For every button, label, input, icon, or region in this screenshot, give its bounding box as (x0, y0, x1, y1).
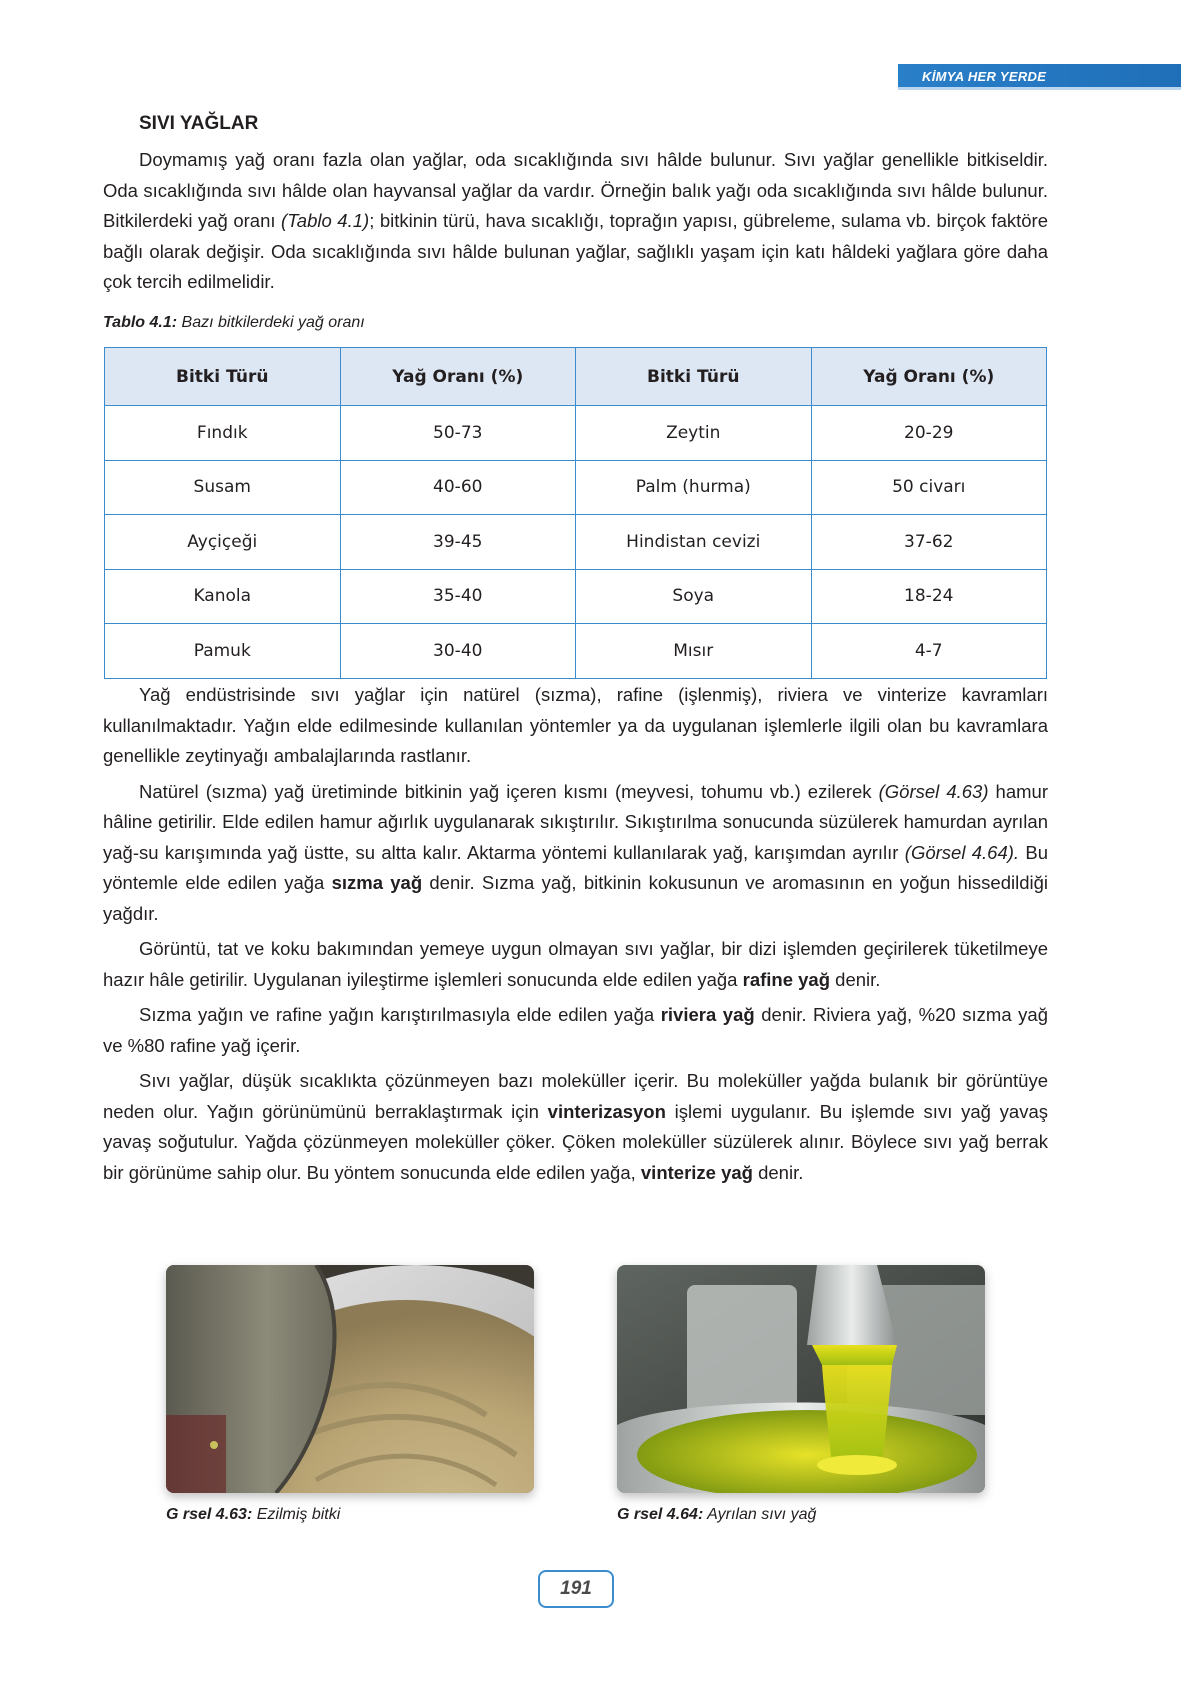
table-cell: 50 civarı (811, 460, 1047, 515)
section-badge: KİMYA HER YERDE (898, 64, 1181, 90)
table-cell: Fındık (105, 406, 341, 461)
term-sizma-yag: sızma yağ (331, 872, 423, 893)
table-cell: Hindistan cevizi (576, 515, 812, 570)
term-rafine-yag: rafine yağ (742, 968, 831, 990)
header-cell: Bitki Türü (576, 348, 812, 406)
table-cell: 18-24 (811, 569, 1047, 624)
table-row (105, 624, 1047, 679)
table-header-row (105, 348, 1047, 406)
table-cell: 50-73 (340, 406, 576, 461)
paragraph-winterized-oil: Sıvı yağlar, düşük sıcaklıkta çözünmeyen bazı moleküller içerir. Bu moleküller yağda bulanık bir görüntüye neden olur. Yağın görünümünü berraklaştırmak için vinterizasyon işlemi uygulanır. Bu işlemde sıvı yağ yavaş yavaş soğutulur. Yağda çözünmeyen moleküller çöker. Çöken moleküller süzülerek alınır. Böylece sıvı yağ berrak bir görünüme sahip olur. Bu yöntem sonucunda elde edilen yağa, vinterize yağ denir. (103, 1070, 1048, 1183)
table-cell: Pamuk (105, 624, 341, 679)
table-cell: 37-62 (811, 515, 1047, 570)
table-cell: Palm (hurma) (576, 460, 812, 515)
body-text (103, 680, 1048, 1193)
table-cell: 35-40 (340, 569, 576, 624)
oil-ratio-table (104, 347, 1047, 679)
paragraph-oil-industry: Yağ endüstrisinde sıvı yağlar için natürel (sızma), rafine (işlenmiş), riviera ve vinterize kavramları kullanılmaktadır. Yağın elde edilmesinde kullanılan yöntemler ya da uygulanan işlemlerle ilgili olan bu kavramlara genellikle zeytinyağı ambalajlarında rastlanır. (103, 684, 1048, 766)
table-row (105, 515, 1047, 570)
table-cell: Ayçiçeği (105, 515, 341, 570)
table-row (105, 406, 1047, 461)
figure-reference: (Görsel 4.63) (878, 780, 989, 802)
table-cell: 30-40 (340, 624, 576, 679)
table-caption: Tablo 4.1: Bazı bitkilerdeki yağ oranı (103, 314, 365, 331)
figure-reference: (Görsel 4.64). (904, 841, 1020, 863)
table-cell: Zeytin (576, 406, 812, 461)
term-riviera-yag: riviera yağ (660, 1004, 755, 1025)
table-cell: 39-45 (340, 515, 576, 570)
figure-4-64-caption: G rsel 4.64: Ayrılan sıvı yağ (617, 1506, 817, 1523)
table-cell: Mısır (576, 624, 812, 679)
intro-paragraph: Doymamış yağ oranı fazla olan yağlar, oda sıcaklığında sıvı hâlde bulunur. Sıvı yağlar genellikle bitkiseldir. Oda sıcaklığında sıvı hâlde olan hayvansal yağlar da vardır. Örneğin balık yağı oda sıcaklığında sıvı hâlde bulunur. Bitkilerdeki yağ oranı (Tablo 4.1); bitkinin türü, hava sıcaklığı, toprağın yapısı, gübreleme, sulama vb. birçok faktöre bağlı olarak değişir. Oda sıcaklığında sıvı hâlde bulunan yağlar, sağlıklı yaşam için katı hâldeki yağlara göre daha çok tercih edilmelidir. (103, 149, 1048, 292)
header-cell: Yağ Oranı (%) (811, 348, 1047, 406)
crushed-plant-photo (166, 1265, 534, 1493)
table-row (105, 460, 1047, 515)
term-vinterizasyon: vinterizasyon (547, 1100, 666, 1122)
table-cell: Kanola (105, 569, 341, 624)
table-cell: 40-60 (340, 460, 576, 515)
page-number: 191 (538, 1570, 614, 1608)
paragraph-riviera-oil: Sızma yağın ve rafine yağın karıştırılmasıyla elde edilen yağa riviera yağ denir. Riviera yağ, %20 sızma yağ ve %80 rafine yağ içerir. (103, 1004, 1048, 1056)
separated-oil-photo (617, 1265, 985, 1493)
header-cell: Bitki Türü (105, 348, 341, 406)
intro-block (103, 145, 1048, 303)
term-vinterize-yag: vinterize yağ (640, 1161, 753, 1183)
section-title: SIVI YAĞLAR (139, 113, 259, 134)
paragraph-refined-oil: Görüntü, tat ve koku bakımından yemeye uygun olmayan sıvı yağlar, bir dizi işlemden geçirilerek tüketilmeye hazır hâle getirilir. Uygulanan iyileştirme işlemleri sonucunda elde edilen yağa rafine yağ denir. (103, 938, 1048, 990)
paragraph-natural-oil: Natürel (sızma) yağ üretiminde bitkinin yağ içeren kısmı (meyvesi, tohumu vb.) ezilerek (Görsel 4.63) hamur hâline getirilir. Elde edilen hamur ağırlık uygulanarak sıkıştırılır. Sıkıştırılma sonucunda süzülerek hamurdan ayrılan yağ-su karışımında yağ üstte, su altta kalır. Aktarma yöntemi kullanılarak yağ, karışımdan ayrılır (Görsel 4.64). Bu yöntemle elde edilen yağa sızma yağ denir. Sızma yağ, bitkinin kokusunun ve aromasının en yoğun hissedildiği yağdır. (103, 780, 1049, 924)
table-cell: Susam (105, 460, 341, 515)
table-cell: 20-29 (811, 406, 1047, 461)
table-cell: Soya (576, 569, 812, 624)
table-reference: (Tablo 4.1) (281, 210, 370, 231)
figure-4-63-caption: G rsel 4.63: Ezilmiş bitki (166, 1506, 341, 1523)
table-row (105, 569, 1047, 624)
table-cell: 4-7 (811, 624, 1047, 679)
header-cell: Yağ Oranı (%) (340, 348, 576, 406)
